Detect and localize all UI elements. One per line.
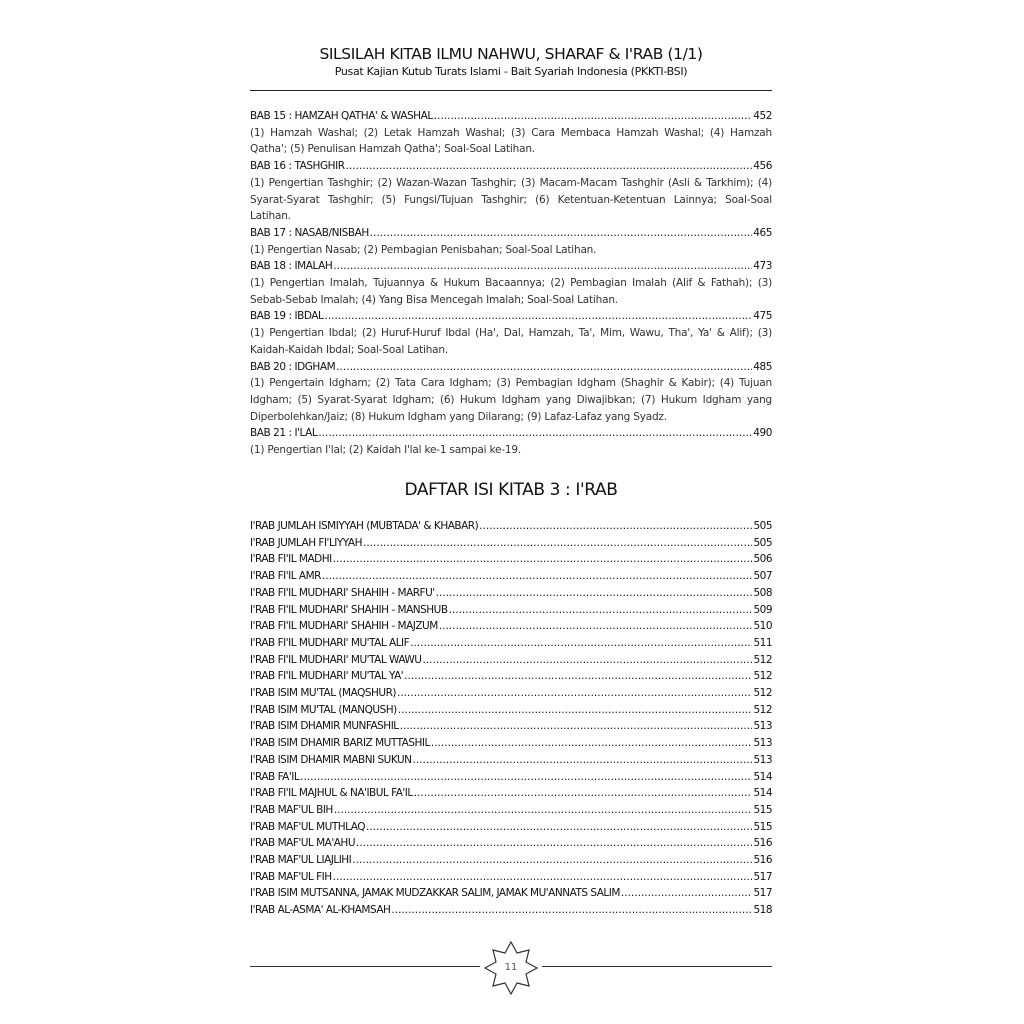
toc-entry-label: I'RAB MAF'UL MA'AHU <box>250 837 356 850</box>
toc-entry <box>250 819 772 836</box>
toc-entry-label: I'RAB FI'IL MUDHARI' SHAHIH - MANSHUB <box>250 603 448 616</box>
toc-entry-page: 513 <box>753 720 772 733</box>
toc-entry <box>250 769 772 786</box>
dot-leader <box>397 685 752 702</box>
toc-entry-page: 516 <box>753 837 772 850</box>
dot-leader <box>391 902 752 919</box>
toc-entry-label: I'RAB JUMLAH FI'LIYYAH <box>250 536 362 549</box>
dot-leader <box>300 769 752 786</box>
dot-leader <box>370 225 753 242</box>
toc-entry <box>250 702 772 719</box>
toc-entry-label: I'RAB FA'IL <box>250 770 300 783</box>
dot-leader <box>333 258 752 275</box>
toc-entry <box>250 668 772 685</box>
dot-leader <box>414 785 753 802</box>
dot-leader <box>333 551 753 568</box>
toc-sharaf-list <box>250 108 772 459</box>
toc-entry-page: 512 <box>753 653 772 666</box>
toc-entry <box>250 869 772 886</box>
dot-leader <box>449 602 753 619</box>
page-number: 11 <box>504 962 518 973</box>
toc-entry-label: I'RAB FI'IL MUDHARI' MU'TAL WAWU <box>250 653 422 666</box>
toc-entry-label: BAB 18 : IMALAH <box>250 260 333 273</box>
toc-entry-label: BAB 20 : IDGHAM <box>250 360 336 373</box>
page-title: SILSILAH KITAB ILMU NAHWU, SHARAF & I'RAB (1/1) <box>319 45 703 63</box>
toc-entry-page: 509 <box>753 603 772 616</box>
toc-entry-description: (1) Pengertian Ibdal; (2) Huruf-Huruf Ibdal (Ha', Dal, Hamzah, Ta', Mim, Wawu, Tha', Ya' & Alif); (3) Kaidah-Kaidah Ibdal; Soal-Soal Latihan. <box>250 327 772 356</box>
dot-leader <box>410 635 752 652</box>
toc-entry <box>250 308 772 325</box>
toc-entry-page: 506 <box>753 553 772 566</box>
toc-entry-page: 515 <box>753 803 772 816</box>
toc-entry-page: 518 <box>753 904 772 917</box>
dot-leader <box>479 518 752 535</box>
toc-entry-label: BAB 15 : HAMZAH QATHA' & WASHAL <box>250 110 433 122</box>
dot-leader <box>333 869 753 886</box>
toc-entry <box>250 635 772 652</box>
dot-leader <box>413 752 753 769</box>
toc-entry-label: I'RAB AL-ASMA' AL-KHAMSAH <box>250 904 391 917</box>
dot-leader <box>324 308 752 325</box>
toc-entry-label: I'RAB FI'IL AMR <box>250 570 321 583</box>
dot-leader <box>404 668 752 685</box>
toc-entry-page: 515 <box>753 820 772 833</box>
toc-entry-page: 508 <box>753 586 772 599</box>
toc-entry-label: I'RAB MAF'UL BIH <box>250 803 333 816</box>
toc-entry-page: 505 <box>753 520 772 532</box>
dot-leader <box>363 535 752 552</box>
toc-entry-description: (1) Pengertian I'lal; (2) Kaidah I'lal ke-1 sampai ke-19. <box>250 444 521 457</box>
dot-leader <box>400 718 753 735</box>
toc-entry <box>250 108 772 125</box>
toc-entry-label: BAB 17 : NASAB/NISBAH <box>250 226 369 239</box>
toc-entry-label: I'RAB MAF'UL LIAJLIHI <box>250 854 352 867</box>
toc-entry-label: I'RAB ISIM MU'TAL (MAQSHUR) <box>250 687 396 700</box>
toc-entry <box>250 158 772 175</box>
toc-entry-label: I'RAB MAF'UL MUTHLAQ <box>250 820 366 833</box>
toc-entry-label: I'RAB ISIM DHAMIR MUNFASHIL <box>250 720 399 733</box>
dot-leader <box>621 885 753 902</box>
toc-entry <box>250 752 772 769</box>
toc-entry <box>250 535 772 552</box>
toc-entry <box>250 225 772 242</box>
toc-entry-label: I'RAB FI'IL MUDHARI' SHAHIH - MAJZUM <box>250 620 438 633</box>
dot-leader <box>398 702 753 719</box>
toc-entry <box>250 585 772 602</box>
toc-entry-label: I'RAB FI'IL MUDHARI' MU'TAL YA' <box>250 670 404 683</box>
header-divider <box>250 90 772 91</box>
toc-entry <box>250 425 772 442</box>
toc-entry-page: 514 <box>753 770 772 783</box>
toc-entry-page: 513 <box>753 753 772 766</box>
dot-leader <box>346 158 753 175</box>
dot-leader <box>431 735 753 752</box>
toc-entry <box>250 518 772 535</box>
toc-entry-page: 505 <box>753 536 772 549</box>
toc-entry <box>250 885 772 902</box>
page-subtitle: Pusat Kajian Kutub Turats Islami - Bait Syariah Indonesia (PKKTI-BSI) <box>334 65 688 78</box>
toc-entry <box>250 852 772 869</box>
dot-leader <box>366 819 752 836</box>
dot-leader <box>439 618 753 635</box>
dot-leader <box>423 652 753 669</box>
toc-entry <box>250 735 772 752</box>
dot-leader <box>336 359 752 376</box>
toc-entry-label: I'RAB FI'IL MUDHARI' SHAHIH - MARFU' <box>250 586 435 599</box>
toc-entry-page: 507 <box>753 570 772 583</box>
toc-entry-page: 452 <box>753 110 772 122</box>
toc-entry-page: 517 <box>753 887 772 900</box>
toc-entry-page: 485 <box>753 360 772 373</box>
toc-entry-page: 513 <box>753 737 772 750</box>
toc-entry-description: (1) Pengertain Idgham; (2) Tata Cara Idgham; (3) Pembagian Idgham (Shaghir & Kabir); (4) Tujuan Idgham; (5) Syarat-Syarat Idgham; (6) Hukum Idgham yang Diwajibkan; (7) Hukum Idgham yang Diperbolehkan/Jaiz; (8) Hukum Idgham yang Dilarang; (9) Lafaz-Lafaz yang Syadz. <box>250 377 772 423</box>
toc-entry <box>250 685 772 702</box>
dot-leader <box>356 835 752 852</box>
toc-entry-description: (1) Pengertian Tashghir; (2) Wazan-Wazan Tashghir; (3) Macam-Macam Tashghir (Asli & Tarkhim); (4) Syarat-Syarat Tashghir; (5) Fungsi/Tujuan Tashghir; (6) Ketentuan-Ketentuan Lainnya; Soal-Soal Latihan. <box>250 176 772 223</box>
toc-entry-label: I'RAB FI'IL MUDHARI' MU'TAL ALIF <box>250 636 410 649</box>
dot-leader <box>352 852 752 869</box>
toc-entry-page: 512 <box>753 687 772 700</box>
toc-entry-label: I'RAB ISIM DHAMIR MABNI SUKUN <box>250 753 412 766</box>
toc-entry-label: I'RAB MAF'UL FIH <box>250 870 332 883</box>
toc-entry <box>250 835 772 852</box>
page-header <box>250 44 772 79</box>
toc-entry-description: (1) Hamzah Washal; (2) Letak Hamzah Washal; (3) Cara Membaca Hamzah Washal; (4) Hamzah Qatha'; (5) Penulisan Hamzah Qatha'; Soal-Soal Latihan. <box>250 126 772 156</box>
footer-divider-left <box>250 966 480 967</box>
toc-entry-page: 490 <box>753 427 772 440</box>
toc-entry <box>250 785 772 802</box>
toc-entry-label: I'RAB ISIM DHAMIR BARIZ MUTTASHIL <box>250 737 430 750</box>
toc-entry <box>250 602 772 619</box>
toc-entry <box>250 618 772 635</box>
toc-entry <box>250 802 772 819</box>
toc-entry-label: I'RAB ISIM MUTSANNA, JAMAK MUDZAKKAR SALIM, JAMAK MU'ANNATS SALIM <box>250 887 620 900</box>
toc-entry-page: 465 <box>753 226 772 239</box>
toc-entry-page: 511 <box>753 636 772 649</box>
toc-entry <box>250 718 772 735</box>
toc-irab-list <box>250 518 772 919</box>
toc-entry-page: 456 <box>753 160 772 173</box>
section-title: DAFTAR ISI KITAB 3 : I'RAB <box>404 480 618 500</box>
toc-entry-page: 516 <box>753 854 772 867</box>
toc-entry-page: 517 <box>753 870 772 883</box>
toc-entry-page: 512 <box>753 703 772 716</box>
toc-entry-description: (1) Pengertian Nasab; (2) Pembagian Penisbahan; Soal-Soal Latihan. <box>250 243 597 256</box>
toc-entry <box>250 652 772 669</box>
toc-entry-page: 510 <box>753 620 772 633</box>
dot-leader <box>322 568 753 585</box>
toc-entry-label: I'RAB ISIM MU'TAL (MANQUSH) <box>250 703 397 716</box>
toc-entry <box>250 258 772 275</box>
footer-divider-right <box>542 966 772 967</box>
toc-entry <box>250 359 772 376</box>
toc-entry-page: 514 <box>753 787 772 800</box>
toc-entry-label: I'RAB JUMLAH ISMIYYAH (MUBTADA' & KHABAR) <box>250 520 479 532</box>
toc-entry-description: (1) Pengertian Imalah, Tujuannya & Hukum Bacaannya; (2) Pembagian Imalah (Alif & Fathah); (3) Sebab-Sebab Imalah; (4) Yang Bisa Mencegah Imalah; Soal-Soal Latihan. <box>250 277 772 306</box>
toc-entry <box>250 551 772 568</box>
toc-entry <box>250 568 772 585</box>
toc-entry-page: 512 <box>753 670 772 683</box>
toc-entry-page: 473 <box>753 260 772 273</box>
toc-entry-label: I'RAB FI'IL MAJHUL & NA'IBUL FA'IL <box>250 787 413 800</box>
dot-leader <box>334 802 753 819</box>
toc-entry-label: BAB 16 : TASHGHIR <box>250 160 345 173</box>
toc-entry-page: 475 <box>753 310 772 323</box>
dot-leader <box>434 108 753 125</box>
dot-leader <box>436 585 753 602</box>
toc-entry-label: BAB 19 : IBDAL <box>250 310 324 323</box>
toc-entry <box>250 902 772 919</box>
toc-entry-label: I'RAB FI'IL MADHI <box>250 553 332 566</box>
dot-leader <box>318 425 752 442</box>
toc-entry-label: BAB 21 : I'LAL <box>250 427 318 440</box>
